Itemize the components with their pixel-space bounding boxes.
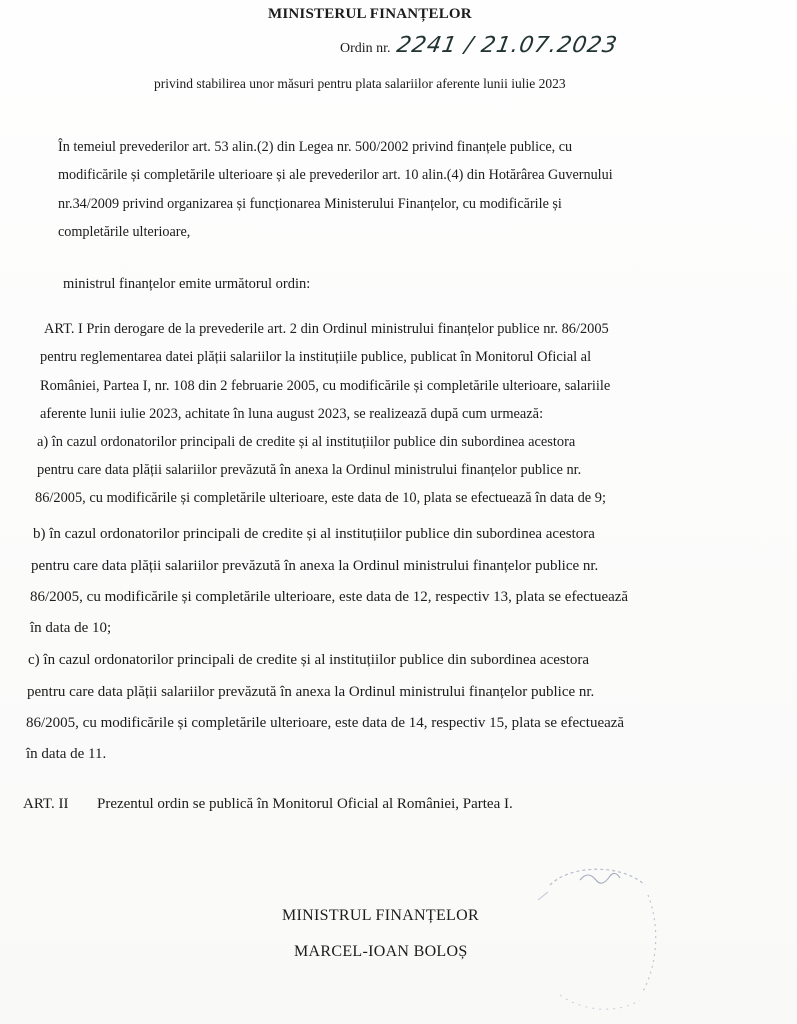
art1-line: României, Partea I, nr. 108 din 2 februarie 2005, cu modificările și completările ulterioare, salariile — [40, 378, 611, 394]
order-number-handwritten: 2241 / 21.07.2023 — [394, 33, 620, 58]
art2-paragraph — [23, 796, 513, 813]
art2-label: ART. II — [23, 796, 69, 812]
art2-text: Prezentul ordin se publică în Monitorul Oficial al României, Partea I. — [97, 796, 513, 812]
art1-line: pentru reglementarea datei plății salariilor la instituțiile publice, publicat în Monitorul Oficial al — [40, 349, 592, 365]
art1-line: 86/2005, cu modificările și completările ulterioare, este data de 10, plata se efectuează în data de 9; — [35, 490, 606, 506]
signature-name: MARCEL-IOAN BOLOȘ — [294, 943, 468, 960]
seal-stamp — [530, 855, 670, 1015]
preamble-line: nr.34/2009 privind organizarea și funcționarea Ministerului Finanțelor, cu modificările și — [58, 196, 562, 212]
art1-line: ART. I Prin derogare de la prevederile art. 2 din Ordinul ministrului finanțelor publice nr. 86/2005 — [44, 321, 609, 337]
art1-line: 86/2005, cu modificările și completările ulterioare, este data de 12, respectiv 13, plata se efectuează — [30, 589, 629, 605]
emitter-line: ministrul finanțelor emite următorul ordin: — [63, 276, 311, 292]
signature-title: MINISTRUL FINANȚELOR — [282, 907, 479, 924]
art1-item-a: a) în cazul ordonatorilor principali de credite și al instituțiilor publice din subordinea acestora — [37, 434, 576, 450]
art1-line: pentru care data plății salariilor prevăzută în anexa la Ordinul ministrului finanțelor publice nr. — [37, 462, 582, 478]
art1-line: pentru care data plății salariilor prevăzută în anexa la Ordinul ministrului finanțelor publice nr. — [31, 558, 599, 574]
order-label: Ordin nr. — [340, 41, 391, 56]
art1-item-c: c) în cazul ordonatorilor principali de credite și al instituțiilor publice din subordinea acestora — [28, 652, 590, 668]
art1-line: 86/2005, cu modificările și completările ulterioare, este data de 14, respectiv 15, plata se efectuează — [26, 715, 625, 731]
order-number-row — [340, 33, 620, 58]
order-subtitle: privind stabilirea unor măsuri pentru plata salariilor aferente lunii iulie 2023 — [154, 76, 566, 91]
preamble-line: modificările și completările ulterioare și ale prevederilor art. 10 alin.(4) din Hotărârea Guvernului — [58, 167, 613, 183]
preamble-line: În temeiul prevederilor art. 53 alin.(2) din Legea nr. 500/2002 privind finanțele publice, cu — [58, 139, 573, 155]
preamble-line: completările ulterioare, — [58, 224, 191, 240]
art1-line: aferente lunii iulie 2023, achitate în luna august 2023, se realizează după cum urmează: — [40, 406, 544, 422]
art1-line: pentru care data plății salariilor prevăzută în anexa la Ordinul ministrului finanțelor publice nr. — [27, 684, 595, 700]
art1-line: în data de 10; — [30, 620, 112, 636]
art1-item-b: b) în cazul ordonatorilor principali de credite și al instituțiilor publice din subordinea acestora — [33, 526, 595, 542]
ministry-header: MINISTERUL FINANȚELOR — [268, 6, 472, 22]
art1-line: în data de 11. — [26, 746, 107, 762]
